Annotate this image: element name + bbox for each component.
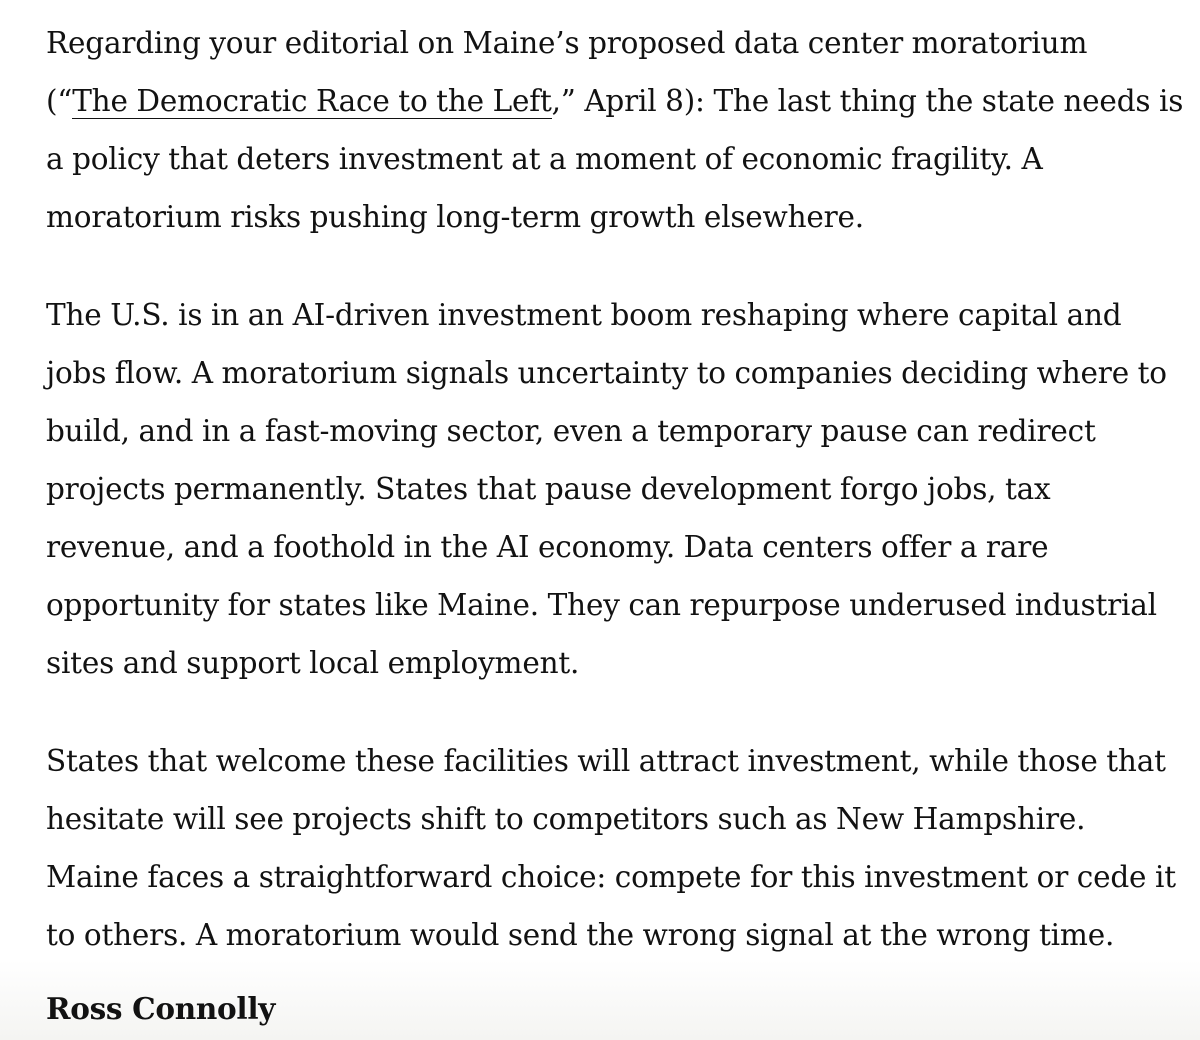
paragraph-2-line-7: sites and support local employment. xyxy=(46,646,580,680)
paragraph-2-line-4: projects permanently. States that pause development forgo jobs, tax xyxy=(46,472,1051,506)
paragraph-1-line-4: moratorium risks pushing long-term growth elsewhere. xyxy=(46,200,864,234)
paragraph-3 xyxy=(46,732,1186,964)
paragraph-3-line-2: hesitate will see projects shift to competitors such as New Hampshire. xyxy=(46,802,1086,836)
paragraph-2-line-5: revenue, and a foothold in the AI economy. Data centers offer a rare xyxy=(46,530,1049,564)
line-2-suffix: ,” April 8): The last thing the state needs is xyxy=(551,84,1184,118)
paragraph-2-line-2: jobs flow. A moratorium signals uncertainty to companies deciding where to xyxy=(46,356,1167,390)
paragraph-3-line-4: to others. A moratorium would send the wrong signal at the wrong time. xyxy=(46,918,1115,952)
paragraph-3-line-1: States that welcome these facilities will attract investment, while those that xyxy=(46,744,1166,778)
paragraph-1-line-3: a policy that deters investment at a moment of economic fragility. A xyxy=(46,142,1043,176)
paragraph-3-line-3: Maine faces a straightforward choice: compete for this investment or cede it xyxy=(46,860,1176,894)
author-signature: Ross Connolly xyxy=(46,991,276,1026)
paragraph-1 xyxy=(46,14,1186,246)
paragraph-2-line-3: build, and in a fast-moving sector, even a temporary pause can redirect xyxy=(46,414,1096,448)
editorial-link[interactable]: The Democratic Race to the Left xyxy=(72,84,552,118)
paragraph-1-line-1: Regarding your editorial on Maine’s proposed data center moratorium xyxy=(46,26,1088,60)
paragraph-2-line-6: opportunity for states like Maine. They can repurpose underused industrial xyxy=(46,588,1157,622)
letter-body xyxy=(46,14,1186,1004)
quote-open: (“ xyxy=(46,84,73,118)
paragraph-2 xyxy=(46,286,1186,692)
paragraph-1-line-2 xyxy=(46,72,1186,130)
paragraph-2-line-1: The U.S. is in an AI-driven investment boom reshaping where capital and xyxy=(46,298,1122,332)
